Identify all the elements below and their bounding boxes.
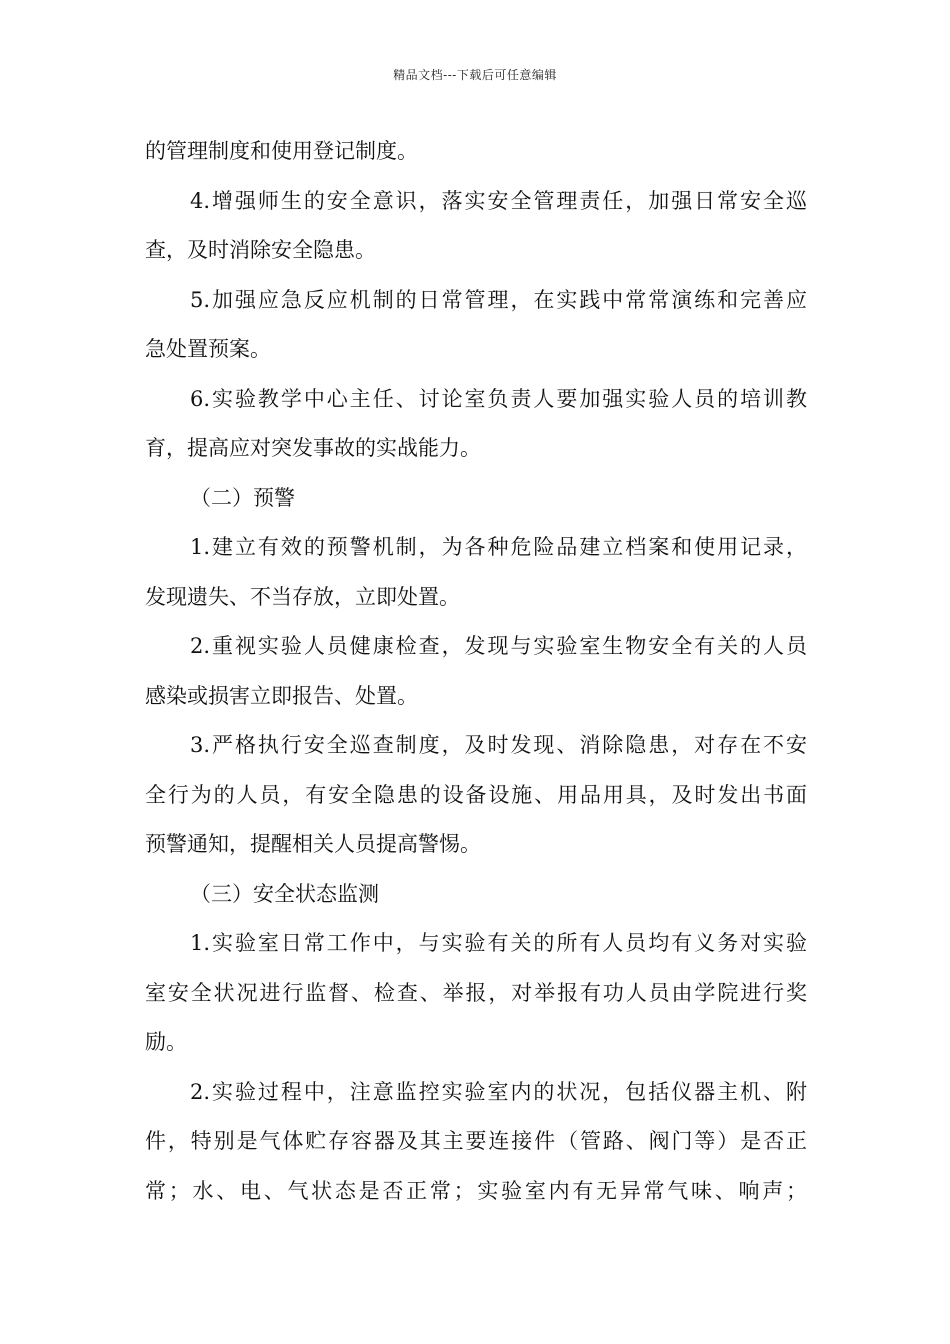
paragraph-line: 2.重视实验人员健康检查，发现与实验室生物安全有关的人员 — [190, 634, 807, 658]
paragraph-line: 6.实验教学中心主任、讨论室负责人要加强实验人员的培训教 — [190, 386, 807, 411]
document-body — [145, 127, 807, 1216]
paragraph-line: 5.加强应急反应机制的日常管理，在实践中常常演练和完善应 — [190, 287, 807, 312]
paragraph-line: 4.增强师生的安全意识，落实安全管理责任，加强日常安全巡 — [190, 188, 807, 213]
paragraph-line: 感染或损害立即报告、处置。 — [145, 683, 418, 708]
paragraph-line: 的管理制度和使用登记制度。 — [145, 139, 418, 163]
paragraph-line: 1.建立有效的预警机制，为各种危险品建立档案和使用记录， — [190, 535, 807, 559]
paragraph-line: 急处置预案。 — [145, 337, 271, 361]
paragraph-line: 件，特别是气体贮存容器及其主要连接件（管路、阀门等）是否正 — [145, 1129, 807, 1153]
paragraph-line: 2.实验过程中，注意监控实验室内的状况，包括仪器主机、附 — [190, 1079, 807, 1104]
page-header: 精品文档---下载后可任意编辑 — [393, 68, 557, 82]
paragraph-line: 育，提高应对突发事故的实战能力。 — [145, 436, 481, 460]
paragraph-line: 1.实验室日常工作中，与实验有关的所有人员均有义务对实验 — [190, 931, 807, 955]
paragraph-line: 励。 — [145, 1030, 187, 1054]
paragraph-line: 3.严格执行安全巡查制度，及时发现、消除隐患，对存在不安 — [190, 733, 807, 757]
paragraph-line: 室安全状况进行监督、检查、举报，对举报有功人员由学院进行奖 — [145, 980, 807, 1005]
paragraph-line: 常；水、电、气状态是否正常；实验室内有无异常气味、响声； — [145, 1178, 807, 1203]
paragraph-line: 全行为的人员，有安全隐患的设备设施、用品用具，及时发出书面 — [145, 782, 807, 807]
paragraph-line: 预警通知，提醒相关人员提高警惕。 — [145, 832, 481, 856]
section-heading: （三）安全状态监测 — [190, 881, 379, 906]
paragraph-line: 查，及时消除安全隐患。 — [145, 238, 376, 262]
paragraph-line: 发现遗失、不当存放，立即处置。 — [145, 584, 460, 609]
section-heading: （二）预警 — [190, 485, 295, 510]
